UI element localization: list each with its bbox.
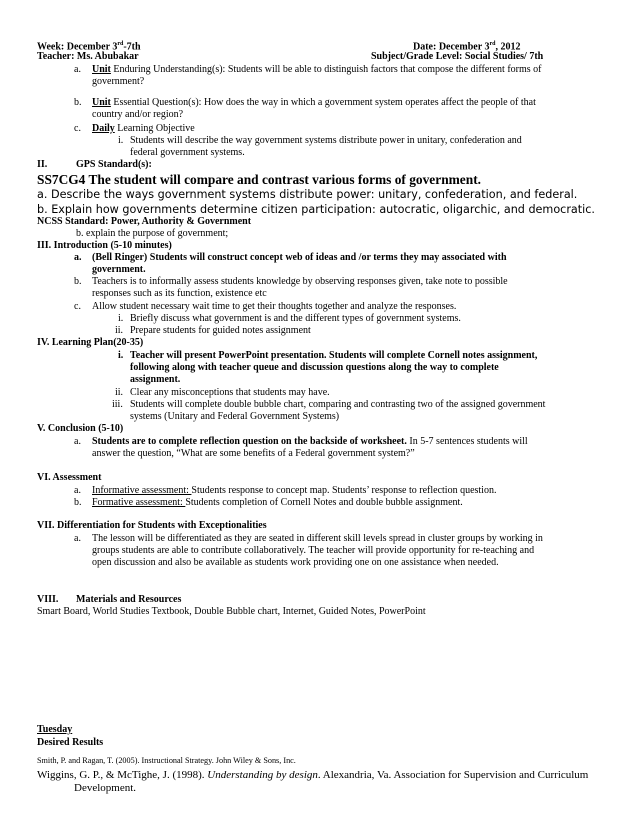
section-iv-ii-marker: ii. (115, 387, 124, 398)
ncss-standard-b: b. explain the purpose of government; (76, 228, 229, 239)
section-i-a: Unit Enduring Understanding(s): Students will be able to distinguish factors that compose the different forms of (92, 64, 542, 75)
section-viii-numeral: VIII. (37, 594, 59, 605)
gps-standard-a: a. Describe the ways government systems distribute power: unitary, confederation, and federal. (37, 188, 578, 201)
section-iv-iii: Students will complete double bubble chart, comparing and contrasting two of the assigned government (130, 399, 546, 410)
section-iii-c: Allow student necessary wait time to get their thoughts together and analyze the responses. (92, 301, 457, 312)
section-i-a-marker: a. (74, 64, 81, 75)
section-v-a: Students are to complete reflection question on the backside of worksheet. In 5-7 sentences students will (92, 436, 528, 447)
section-viii-title: Materials and Resources (76, 594, 182, 605)
section-vii-title: VII. Differentiation for Students with Exceptionalities (37, 520, 267, 531)
section-iii-c-i: Briefly discuss what government is and the different types of government systems. (130, 313, 461, 324)
section-v-title: V. Conclusion (5-10) (37, 423, 124, 434)
materials-list: Smart Board, World Studies Textbook, Double Bubble chart, Internet, Guided Notes, PowerPoint (37, 606, 426, 617)
section-iii-b-marker: b. (74, 276, 82, 287)
gps-standard-b: b. Explain how governments determine citizen participation: autocratic, oligarchic, and democratic. (37, 203, 595, 216)
section-vii-a-marker: a. (74, 533, 81, 544)
desired-results-heading: Desired Results (37, 737, 104, 748)
section-iii-a-marker: a. (74, 252, 82, 263)
ncss-standard: NCSS Standard: Power, Authority & Government (37, 216, 252, 227)
section-iv-i-marker: i. (118, 350, 124, 361)
section-i-c-i-marker: i. (118, 135, 124, 146)
section-iii-c-ii: Prepare students for guided notes assignment (130, 325, 311, 336)
section-iii-c-ii-marker: ii. (115, 325, 124, 336)
section-vi-a: Informative assessment: Students response to concept map. Students’ response to reflection question. (92, 485, 497, 496)
section-i-c-i: Students will describe the way government systems distribute power in unitary, confederation and (130, 135, 522, 146)
section-iv-ii: Clear any misconceptions that students may have. (130, 387, 330, 398)
section-i-c-marker: c. (74, 123, 81, 134)
section-iii-title: III. Introduction (5-10 minutes) (37, 240, 172, 251)
section-vi-b: Formative assessment: Students completion of Cornell Notes and double bubble assignment. (92, 497, 463, 508)
section-vii-a-cont1: groups students are able to contribute collaboratively. The teacher will provide opportunity for re-teaching and (92, 545, 535, 556)
section-v-a-marker: a. (74, 436, 81, 447)
section-iv-title: IV. Learning Plan(20-35) (37, 337, 144, 348)
date-line: Date: December 3rd, 2012 (413, 41, 521, 53)
section-iii-b: Teachers is to informally assess students knowledge by observing responses given, take note to possible (92, 276, 508, 287)
section-i-b-cont: country and/or region? (92, 109, 184, 120)
section-iii-c-marker: c. (74, 301, 81, 312)
section-iii-a-cont: government. (92, 264, 146, 275)
section-vi-a-marker: a. (74, 485, 81, 496)
section-iv-iii-marker: iii. (112, 399, 123, 410)
section-iii-c-i-marker: i. (118, 313, 124, 324)
section-vii-a-cont2: open discussion and also be available as students work providing one on one assistance when needed. (92, 557, 499, 568)
section-iv-i-cont1: following along with teacher queue and discussion questions along the way to complete (130, 362, 499, 373)
section-iii-b-cont: responses such as its function, existence etc (92, 288, 267, 299)
section-i-c: Daily Learning Objective (92, 123, 195, 134)
subject-line: Subject/Grade Level: Social Studies/ 7th (371, 51, 544, 62)
section-iv-i-cont2: assignment. (130, 374, 181, 385)
reference-wiggins-cont: Development. (74, 782, 137, 794)
section-vi-b-marker: b. (74, 497, 82, 508)
section-vii-a: The lesson will be differentiated as they are seated in different skill levels spread in cluster groups by working in (92, 533, 543, 544)
section-i-a-cont: government? (92, 76, 145, 87)
section-v-a-cont: answer the question, “What are some benefits of a Federal government system?” (92, 448, 415, 459)
section-i-c-i-cont: federal government systems. (130, 147, 245, 158)
section-ii-title: GPS Standard(s): (76, 159, 152, 170)
section-vi-title: VI. Assessment (37, 472, 102, 483)
section-i-b-marker: b. (74, 97, 82, 108)
week-line: Week: December 3rd-7th (37, 41, 141, 53)
reference-wiggins: Wiggins, G. P., & McTighe, J. (1998). Understanding by design. Alexandria, Va. Association for Supervision and Curriculum (37, 769, 589, 781)
reference-smith: Smith, P. and Ragan, T. (2005). Instructional Strategy. John Wiley & Sons, Inc. (37, 756, 296, 765)
section-i-b: Unit Essential Question(s): How does the way in which a government system operates affect the people of that (92, 97, 536, 108)
section-iv-i: Teacher will present PowerPoint presentation. Students will complete Cornell notes assignment, (130, 350, 538, 361)
section-iv-iii-cont: systems (Unitary and Federal Government Systems) (130, 411, 340, 422)
section-ii-numeral: II. (37, 159, 48, 170)
tuesday-heading: Tuesday (37, 724, 73, 735)
gps-standard: SS7CG4 The student will compare and contrast various forms of government. (37, 172, 481, 187)
section-iii-a: (Bell Ringer) Students will construct concept web of ideas and /or terms they may associated with (92, 252, 507, 263)
teacher-line: Teacher: Ms. Abubakar (37, 51, 139, 62)
